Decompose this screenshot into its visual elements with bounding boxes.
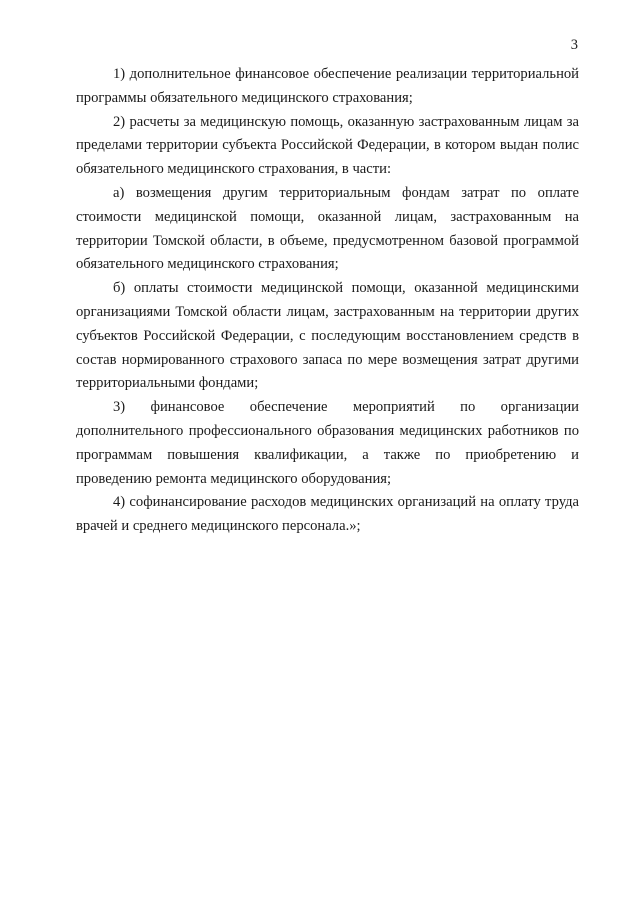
document-body: [76, 63, 579, 539]
paragraph-item-4: 4) софинансирование расходов медицинских организаций на оплату труда врачей и среднего медицинского персонала.»;: [76, 494, 579, 535]
paragraph-item-1: 1) дополнительное финансовое обеспечение реализации территориальной программы обязательного медицинского страхования;: [76, 66, 579, 106]
paragraph-item-2: 2) расчеты за медицинскую помощь, оказанную застрахованным лицам за пределами территории субъекта Российской Федерации, в котором выдан полис обязательного медицинского страхования, в части:: [76, 113, 579, 178]
paragraph-item-3: 3) финансовое обеспечение мероприятий по организации дополнительного профессионального образования медицинских работников по программам повышения квалификации, а также по приобретению и проведению ремонта медицинского оборудования;: [76, 399, 579, 487]
paragraph-subitem-a: а) возмещения другим территориальным фондам затрат по оплате стоимости медицинской помощи, оказанной лицам, застрахованным на территории Томской области, в объеме, предусмотренном базовой программой обязательного медицинского страхования;: [76, 184, 579, 273]
page-number: 3: [570, 37, 578, 53]
paragraph-subitem-b: б) оплаты стоимости медицинской помощи, оказанной медицинскими организациями Томской области лицам, застрахованным на территории других субъектов Российской Федерации, с последующим восстановлением средств в состав нормированного страхового запаса по мере возмещения затрат другими территориальными фондами;: [76, 280, 579, 392]
